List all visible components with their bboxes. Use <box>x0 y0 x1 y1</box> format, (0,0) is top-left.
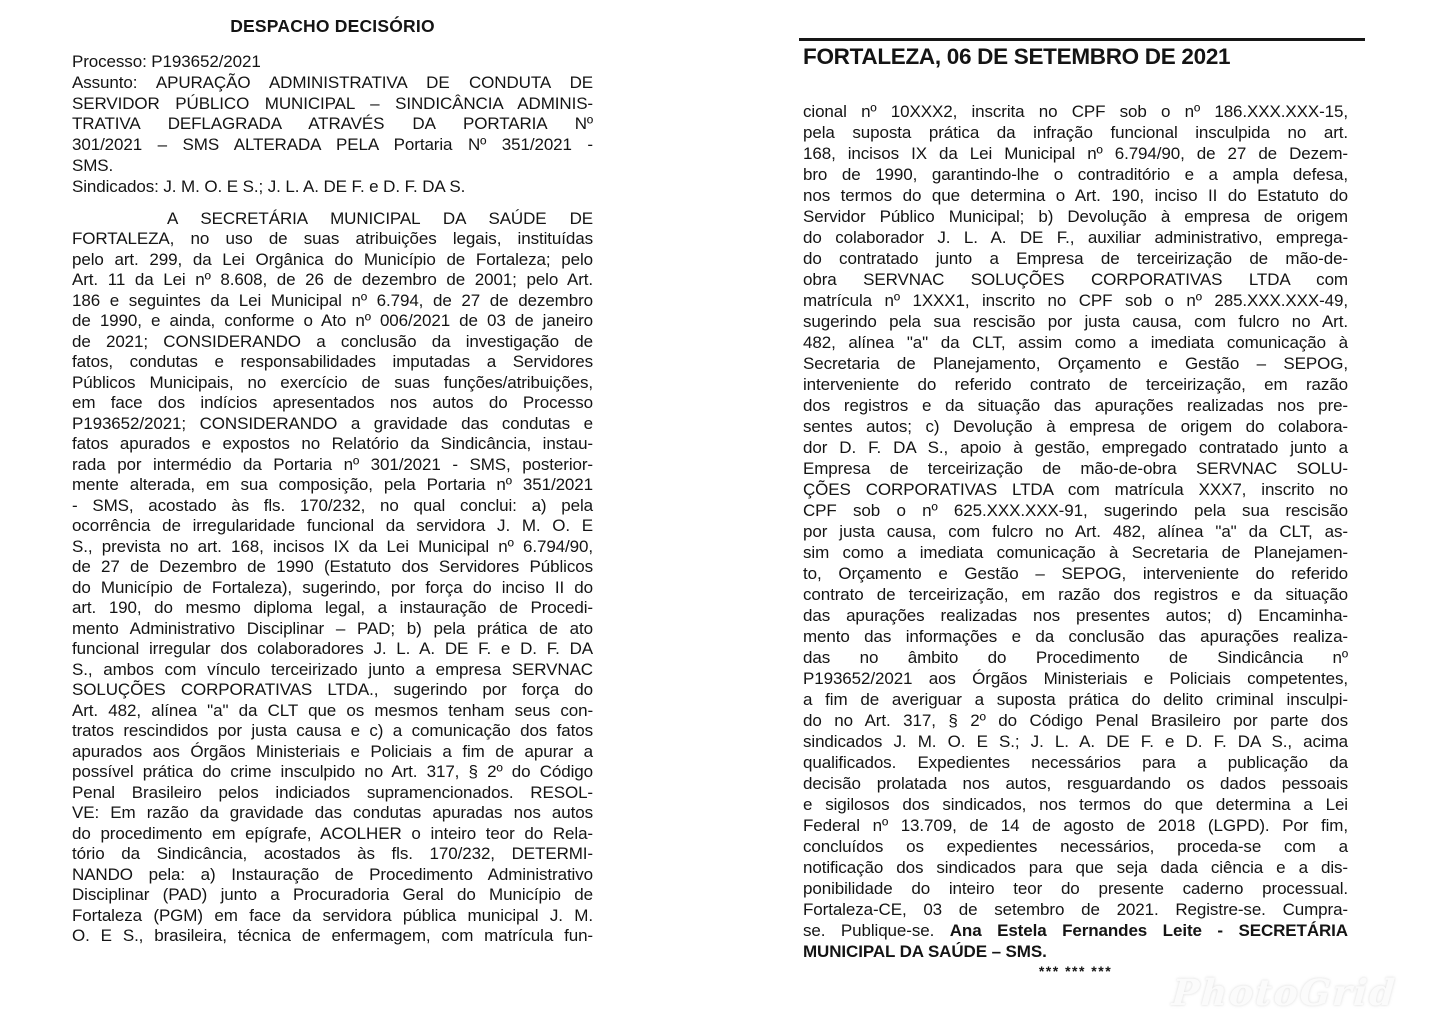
text-line: Processo: P193652/2021 <box>72 52 261 71</box>
text-line: sim como a imediata comunicação à Secretaria de Planejamen- <box>803 543 1348 562</box>
text-line: pela suposta prática da infração funcional insculpida no art. <box>803 123 1348 142</box>
text-line: de 1990, e ainda, conforme o Ato nº 006/2021 de 03 de janeiro <box>72 311 593 331</box>
text-line: Públicos Municipais, no exercício de suas funções/atribuições, <box>72 372 593 392</box>
text-line: Federal nº 13.709, de 14 de agosto de 2018 (LGPD). Por fim, <box>803 816 1348 835</box>
text-line: possível prática do crime insculpido no Art. 317, § 2º do Código <box>72 762 593 782</box>
text-line: a fim de averiguar a suposta prática do delito criminal insculpi- <box>803 690 1348 709</box>
right-body-text <box>803 101 1348 962</box>
text-line: notificação dos sindicados para que seja dada ciência e a dis- <box>803 858 1348 877</box>
text-line: O. E S., brasileira, técnica de enfermagem, com matrícula fun- <box>72 926 593 946</box>
text-line: dor D. F. DA S., apoio à gestão, empregado contratado junto a <box>803 438 1348 457</box>
text-line: SMS. <box>72 155 114 175</box>
text-line: art. 190, do mesmo diploma legal, a instauração de Procedi- <box>72 598 593 618</box>
text-line: do contratado junto a Empresa de terceirização de mão-de- <box>803 249 1348 268</box>
text-line: ocorrência de irregularidade funcional da servidora J. M. O. E <box>72 516 593 536</box>
text-line: Assunto: APURAÇÃO ADMINISTRATIVA DE CONDUTA DE <box>72 72 593 92</box>
text-line: VE: Em razão da gravidade das condutas apuradas nos autos <box>72 803 593 823</box>
text-line <box>803 941 1348 962</box>
text-line: do Município de Fortaleza), sugerindo, por força do inciso II do <box>72 577 593 597</box>
signature-name: MUNICIPAL DA SAÚDE – SMS. <box>803 942 1047 961</box>
text-line: TRATIVA DEFLAGRADA ATRAVÉS DA PORTARIA Nº <box>72 114 593 134</box>
signature-name: Ana Estela Fernandes Leite - SECRETÁRIA <box>949 921 1348 940</box>
text-line: contrato de terceirização, em razão dos registros e da situação <box>803 585 1348 604</box>
text-line: mento Administrativo Disciplinar – PAD; b) pela prática de ato <box>72 618 593 638</box>
text-line: mente alterada, em sua composição, pela Portaria nº 351/2021 <box>72 475 593 495</box>
text-line: dos registros e da situação das apurações realizadas nos pre- <box>803 396 1348 415</box>
text-line: 482, alínea "a" da CLT, assim como a imediata comunicação à <box>803 333 1348 352</box>
end-of-document-marker: *** *** *** <box>1038 963 1113 979</box>
text-line: ÇÕES CORPORATIVAS LTDA com matrícula XXX7, inscrito no <box>803 480 1348 499</box>
text-line: apurados aos Órgãos Ministeriais e Policiais a fim de apurar a <box>72 741 593 761</box>
text-line: P193652/2021; CONSIDERANDO a gravidade das condutas e <box>72 413 593 433</box>
text-line: de 2021; CONSIDERANDO a conclusão da investigação de <box>72 331 593 351</box>
date-heading: FORTALEZA, 06 DE SETEMBRO DE 2021 <box>803 44 1231 69</box>
text-line: bro de 1990, garantindo-lhe o contraditório e a ampla defesa, <box>803 165 1348 184</box>
text-line: FORTALEZA, no uso de suas atribuições legais, instituídas <box>72 229 593 249</box>
text-line: fatos, condutas e responsabilidades imputadas a Servidores <box>72 352 593 372</box>
left-column <box>72 16 593 947</box>
text-line <box>803 920 1348 941</box>
text-line: rada por intermédio da Portaria nº 301/2021 - SMS, posterior- <box>72 454 593 474</box>
text-line: Secretaria de Planejamento, Orçamento e Gestão – SEPOG, <box>803 354 1348 373</box>
text-line: do procedimento em epígrafe, ACOLHER o inteiro teor do Rela- <box>72 823 593 843</box>
text-line: do colaborador J. L. A. DE F., auxiliar administrativo, emprega- <box>803 228 1348 247</box>
text-line: ponibilidade do inteiro teor do presente caderno processual. <box>803 879 1348 898</box>
text-line: NANDO pela: a) Instauração de Procedimento Administrativo <box>72 864 593 884</box>
text-line: qualificados. Expedientes necessários para a publicação da <box>803 753 1348 772</box>
text-line: S., ambos com vínculo terceirizado junto a empresa SERVNAC <box>72 659 593 679</box>
text-line: concluídos os expedientes necessários, proceda-se com a <box>803 837 1348 856</box>
text-line: por justa causa, com fulcro no Art. 482, alínea "a" da CLT, as- <box>803 522 1348 541</box>
text-line: interveniente do referido contrato de terceirização, em razão <box>803 375 1348 394</box>
text-line: Art. 482, alínea "a" da CLT que os mesmos tenham seus con- <box>72 700 593 720</box>
text-line: Sindicados: J. M. O. E S.; J. L. A. DE F. e D. F. DA S. <box>72 176 466 196</box>
text-line: - SMS, acostado às fls. 170/232, no qual conclui: a) pela <box>72 495 593 515</box>
text-line: Fortaleza-CE, 03 de setembro de 2021. Registre-se. Cumpra- <box>803 900 1348 919</box>
text-line: 168, incisos IX da Lei Municipal nº 6.794/90, de 27 de Dezem- <box>803 144 1348 163</box>
text-line: sugerindo pela sua rescisão por justa causa, com fulcro no Art. <box>803 312 1348 331</box>
process-meta-block <box>72 52 593 198</box>
text-line: CPF sob o nº 625.XXX.XXX-91, sugerindo pela sua rescisão <box>803 501 1348 520</box>
text-line: Penal Brasileiro pelos indiciados supramencionados. RESOL- <box>72 782 593 802</box>
text-line: S., prevista no art. 168, incisos IX da Lei Municipal nº 6.794/90, <box>72 536 593 556</box>
text-line: tório da Sindicância, acostados às fls. 170/232, DETERMI- <box>72 844 593 864</box>
text-segment: se. Publique-se. <box>803 921 950 940</box>
text-line: e sigilosos dos sindicados, nos termos do que determina a Lei <box>803 795 1348 814</box>
text-line: matrícula nº 1XXX1, inscrito no CPF sob o nº 285.XXX.XXX-49, <box>803 291 1348 310</box>
text-line: decisão prolatada nos autos, resguardando os dados pessoais <box>803 774 1348 793</box>
text-line: to, Orçamento e Gestão – SEPOG, interveniente do referido <box>803 564 1348 583</box>
text-line: A SECRETÁRIA MUNICIPAL DA SAÚDE DE <box>167 208 593 228</box>
text-line: sindicados J. M. O. E S.; J. L. A. DE F. e D. F. DA S., acima <box>803 732 1348 751</box>
text-line: Art. 11 da Lei nº 8.608, de 26 de dezembro de 2001; pelo Art. <box>72 270 593 290</box>
document-title: DESPACHO DECISÓRIO <box>230 16 435 36</box>
text-line: SOLUÇÕES CORPORATIVAS LTDA., sugerindo por força do <box>72 680 593 700</box>
text-line: Servidor Público Municipal; b) Devolução à empresa de origem <box>803 207 1348 226</box>
text-line: obra SERVNAC SOLUÇÕES CORPORATIVAS LTDA com <box>803 270 1348 289</box>
text-line: mento das informações e da conclusão das apurações realiza- <box>803 627 1348 646</box>
text-line: 301/2021 – SMS ALTERADA PELA Portaria Nº 351/2021 - <box>72 135 593 155</box>
text-line: fatos apurados e expostos no Relatório da Sindicância, instau- <box>72 434 593 454</box>
text-line: Disciplinar (PAD) junto a Procuradoria Geral do Município de <box>72 885 593 905</box>
text-line: nos termos do que determina o Art. 190, inciso II do Estatuto do <box>803 186 1348 205</box>
text-line: em face dos indícios apresentados nos autos do Processo <box>72 393 593 413</box>
text-line: de 27 de Dezembro de 1990 (Estatuto dos Servidores Públicos <box>72 557 593 577</box>
text-line: tratos rescindidos por justa causa e c) a comunicação dos fatos <box>72 721 593 741</box>
text-line: cional nº 10XXX2, inscrita no CPF sob o nº 186.XXX.XXX-15, <box>803 102 1348 121</box>
text-line: das apurações realizadas nos presentes autos; d) Encaminha- <box>803 606 1348 625</box>
text-line: sentes autos; c) Devolução à empresa de origem do colabora- <box>803 417 1348 436</box>
text-line: P193652/2021 aos Órgãos Ministeriais e Policiais competentes, <box>803 669 1348 688</box>
right-column <box>803 38 1348 979</box>
left-body-text <box>72 209 593 947</box>
text-line: das no âmbito do Procedimento de Sindicância nº <box>803 648 1348 667</box>
text-line: pelo art. 299, da Lei Orgânica do Município de Fortaleza; pelo <box>72 249 593 269</box>
text-line: Empresa de terceirização de mão-de-obra SERVNAC SOLU- <box>803 459 1348 478</box>
photogrid-watermark: PhotoGrid <box>1170 972 1398 1014</box>
text-line: 186 e seguintes da Lei Municipal nº 6.794, de 27 de dezembro <box>72 290 593 310</box>
text-line: SERVIDOR PÚBLICO MUNICIPAL – SINDICÂNCIA ADMINIS- <box>72 93 593 113</box>
text-line: do no Art. 317, § 2º do Código Penal Brasileiro por parte dos <box>803 711 1348 730</box>
text-line: funcional irregular dos colaboradores J. L. A. DE F. e D. F. DA <box>72 639 593 659</box>
text-line: Fortaleza (PGM) em face da servidora pública municipal J. M. <box>72 905 593 925</box>
divider-line <box>799 38 1365 41</box>
